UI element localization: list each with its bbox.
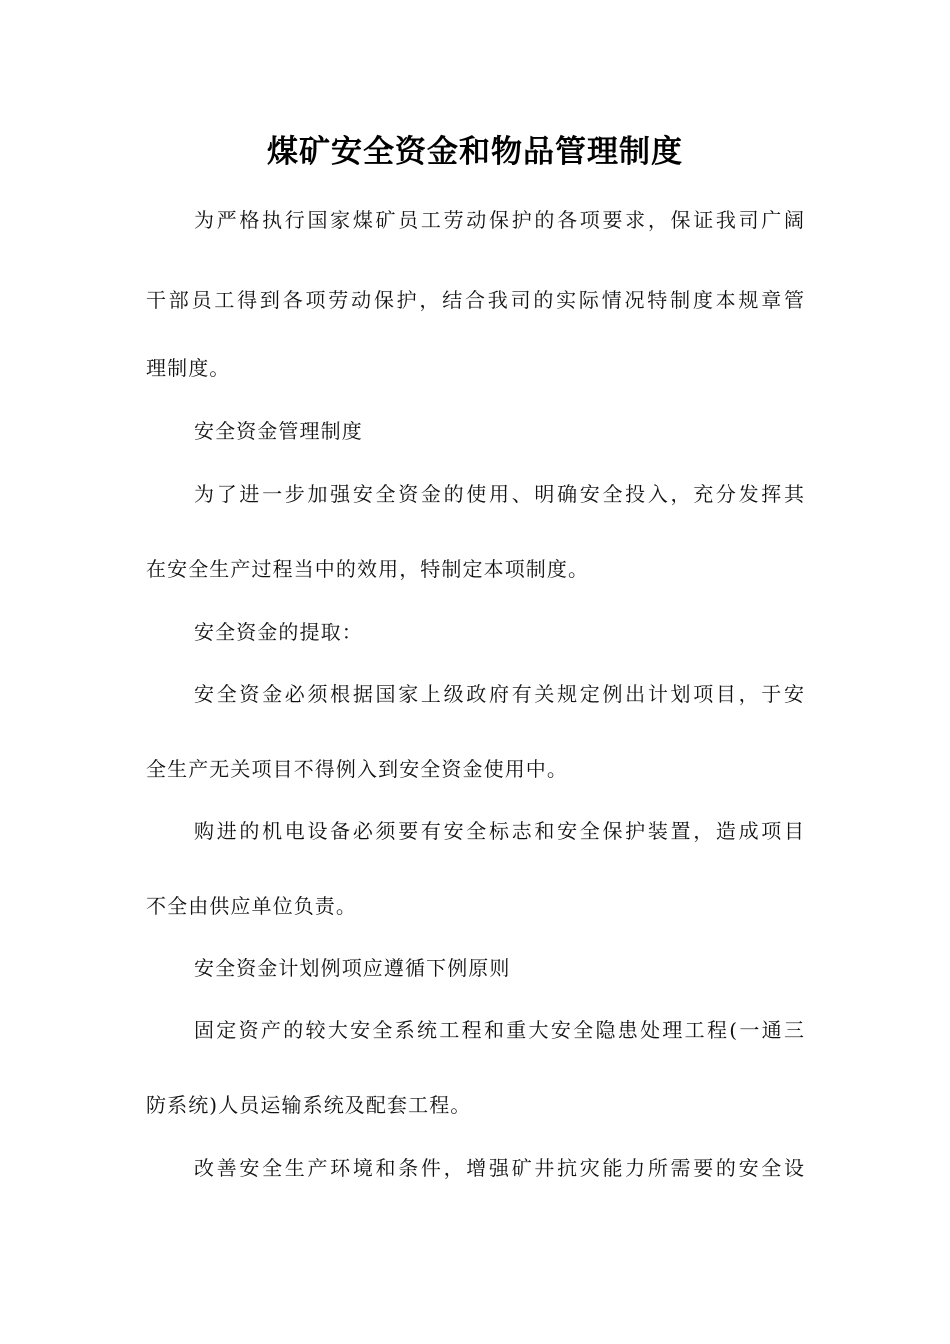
paragraph-line: 不全由供应单位负责。 [146, 894, 357, 918]
paragraph-line: 理制度。 [146, 356, 231, 380]
paragraph-line: 固定资产的较大安全系统工程和重大安全隐患处理工程(一通三 [194, 1018, 804, 1042]
paragraph-line: 防系统)人员运输系统及配套工程。 [146, 1093, 472, 1117]
section-heading: 安全资金的提取： [194, 620, 363, 644]
paragraph-line: 全生产无关项目不得例入到安全资金使用中。 [146, 757, 568, 781]
paragraph-line: 干部员工得到各项劳动保护，结合我司的实际情况特制度本规章管 [146, 288, 804, 312]
paragraph-line: 为严格执行国家煤矿员工劳动保护的各项要求，保证我司广阔 [194, 208, 804, 232]
paragraph-line: 改善安全生产环境和条件，增强矿井抗灾能力所需要的安全设 [194, 1156, 804, 1180]
paragraph-line: 为了进一步加强安全资金的使用、明确安全投入，充分发挥其 [194, 482, 804, 506]
document-title: 煤矿安全资金和物品管理制度 [267, 134, 683, 170]
paragraph-line: 在安全生产过程当中的效用，特制定本项制度。 [146, 557, 590, 581]
section-heading: 安全资金管理制度 [194, 419, 363, 443]
paragraph-line: 购进的机电设备必须要有安全标志和安全保护装置，造成项目 [194, 819, 804, 843]
section-heading: 安全资金计划例项应遵循下例原则 [194, 956, 511, 980]
paragraph-line: 安全资金必须根据国家上级政府有关规定例出计划项目，于安 [194, 682, 804, 706]
